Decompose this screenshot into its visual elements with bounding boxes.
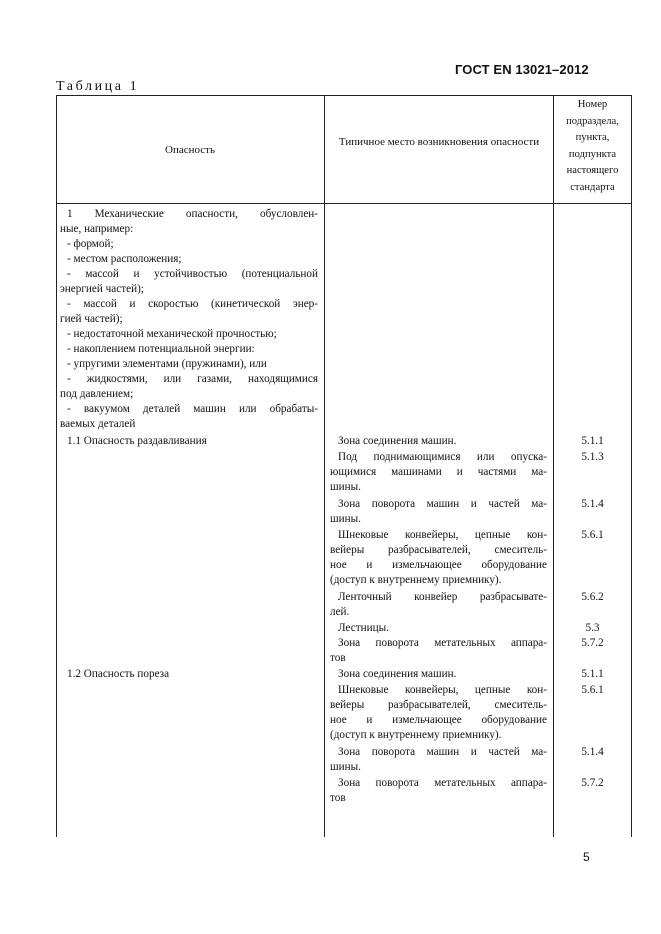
hazard-line: энергией частей);	[60, 283, 144, 295]
reference-number: 5.6.2	[581, 591, 604, 603]
place-line: Зона поворота машин и частей ма-	[338, 746, 547, 758]
place-line: Шнековые конвейеры, цепные кон-	[338, 684, 547, 696]
place-line: шины.	[330, 513, 361, 525]
place-line: лей.	[330, 606, 350, 618]
hazard-line: - жидкостями, или газами, находящимися	[67, 373, 318, 385]
place-line: ное и измельчающее оборудование	[330, 714, 547, 726]
hazard-line: 1 Механические опасности, обусловлен-	[67, 208, 318, 220]
hazard-line: - недостаточной механической прочностью;	[67, 328, 277, 340]
hazard-line: - накоплением потенциальной энергии:	[67, 343, 255, 355]
table-top-border	[56, 95, 632, 96]
table-header-border	[56, 203, 632, 204]
hazard-line: - вакуумом деталей машин или обрабаты-	[67, 403, 318, 415]
place-line: Шнековые конвейеры, цепные кон-	[338, 529, 547, 541]
hazard-line: - массой и скоростью (кинетической энер-	[67, 298, 318, 310]
hazard-line: гией частей);	[60, 313, 123, 325]
reference-number: 5.7.2	[581, 777, 604, 789]
place-line: шины.	[330, 481, 361, 493]
place-line: Зона поворота метательных аппара-	[338, 637, 547, 649]
hazard-line: ваемых деталей	[60, 418, 136, 430]
hazard-line: ные, например:	[60, 223, 134, 235]
hazard-line: - упругими элементами (пружинами), или	[67, 358, 267, 370]
column-header-place: Типичное место возникновения опасности	[338, 136, 540, 148]
reference-number: 5.1.4	[581, 498, 604, 510]
reference-number: 5.1.3	[581, 451, 604, 463]
place-line: Ленточный конвейер разбрасывате-	[338, 591, 547, 603]
place-line: (доступ к внутреннему приемнику).	[330, 729, 502, 741]
hazard-line: - местом расположения;	[67, 253, 182, 265]
hazard-line: под давлением;	[60, 388, 134, 400]
table-column-divider	[324, 95, 325, 837]
reference-number: 5.1.4	[581, 746, 604, 758]
place-line: Зона поворота метательных аппара-	[338, 777, 547, 789]
place-line: тов	[330, 652, 346, 664]
place-line: вейеры разбрасывателей, смеситель-	[330, 544, 547, 556]
place-line: Зона соединения машин.	[338, 435, 457, 447]
place-line: Лестницы.	[338, 622, 389, 634]
hazard-line: - формой;	[67, 238, 114, 250]
place-line: шины.	[330, 761, 361, 773]
table-column-divider	[553, 95, 554, 837]
place-line: (доступ к внутреннему приемнику).	[330, 574, 502, 586]
reference-number: 5.7.2	[581, 637, 604, 649]
section-title-cutting: 1.2 Опасность пореза	[67, 668, 170, 680]
place-line: тов	[330, 792, 346, 804]
place-line: Под поднимающимися или опуска-	[338, 451, 547, 463]
place-line: Зона соединения машин.	[338, 668, 457, 680]
column-header-reference: Номер подраздела, пункта, подпункта настоящего стандарта	[566, 99, 619, 193]
column-header-hazard: Опасность	[165, 144, 215, 156]
hazard-line: - массой и устойчивостью (потенциальной	[67, 268, 318, 280]
table-caption: Таблица 1	[56, 79, 140, 94]
table-left-border	[56, 95, 57, 837]
reference-number: 5.1.1	[581, 435, 604, 447]
page-number: 5	[583, 850, 590, 864]
place-line: Зона поворота машин и частей ма-	[338, 498, 547, 510]
reference-number: 5.6.1	[581, 529, 604, 541]
reference-number: 5.1.1	[581, 668, 604, 680]
reference-number: 5.6.1	[581, 684, 604, 696]
reference-number: 5.3	[585, 622, 600, 634]
section-title-crushing: 1.1 Опасность раздавливания	[67, 435, 207, 447]
place-line: вейеры разбрасывателей, смеситель-	[330, 699, 547, 711]
standard-number: ГОСТ EN 13021–2012	[455, 62, 589, 77]
place-line: ющимися машинами и частями ма-	[330, 466, 547, 478]
table-right-border	[631, 95, 632, 837]
place-line: ное и измельчающее оборудование	[330, 559, 547, 571]
